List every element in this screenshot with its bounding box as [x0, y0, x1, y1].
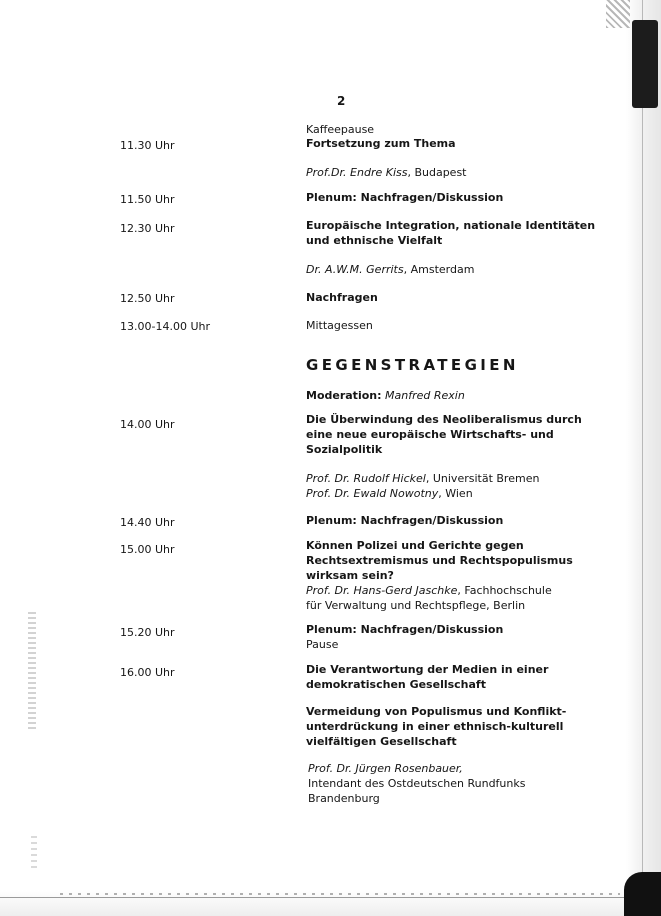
- item-text: Kaffeepause: [306, 123, 375, 136]
- program-item: [306, 190, 606, 205]
- time-label: 11.30 Uhr: [120, 139, 175, 152]
- section-heading: GEGENSTRATEGIEN: [306, 356, 519, 374]
- speaker-name: Prof. Dr. Rudolf Hickel: [306, 472, 426, 485]
- scan-mark-left: [28, 612, 36, 730]
- speaker-block: [308, 761, 608, 806]
- time-label: 16.00 Uhr: [120, 666, 175, 679]
- item-title: Plenum: Nachfragen/Diskussion: [306, 514, 504, 527]
- program-item: [306, 290, 606, 305]
- item-title-line: vielfältigen Gesellschaft: [306, 735, 457, 748]
- item-title: Plenum: Nachfragen/Diskussion: [306, 623, 504, 636]
- speaker-line: [306, 262, 606, 277]
- program-item: [306, 218, 606, 248]
- speaker-name: Prof.Dr. Endre Kiss: [306, 166, 408, 179]
- moderation-line: [306, 388, 606, 403]
- item-title-line: Können Polizei und Gerichte gegen: [306, 539, 524, 552]
- item-title-line: unterdrückung in einer ethnisch-kulturell: [306, 720, 564, 733]
- item-title-line: wirksam sein?: [306, 569, 394, 582]
- scan-noise-bottom: [60, 893, 620, 895]
- speaker-affiliation: , Budapest: [407, 166, 467, 179]
- time-label: 12.30 Uhr: [120, 222, 175, 235]
- program-item: [306, 538, 606, 613]
- scan-edge-line: [642, 0, 643, 916]
- speaker-affiliation: , Wien: [438, 487, 473, 500]
- item-title-line: eine neue europäische Wirtschafts- und: [306, 428, 554, 441]
- scan-edge-right: [626, 0, 661, 916]
- speaker-affiliation-line: Intendant des Ostdeutschen Rundfunks: [308, 777, 526, 790]
- scan-line-bottom: [0, 897, 630, 898]
- speaker-affiliation: , Fachhochschule: [457, 584, 552, 597]
- scan-mark-left-lower: [31, 836, 37, 870]
- speaker-block: [306, 471, 606, 501]
- item-title-line: Sozialpolitik: [306, 443, 383, 456]
- item-title-line: Die Verantwortung der Medien in einer: [306, 663, 549, 676]
- speaker-affiliation-line: Brandenburg: [308, 792, 380, 805]
- item-title: Nachfragen: [306, 291, 378, 304]
- program-item: [306, 318, 606, 333]
- speaker-affiliation: , Amsterdam: [403, 263, 475, 276]
- speaker-name: Prof. Dr. Hans-Gerd Jaschke: [306, 584, 458, 597]
- item-title: Fortsetzung zum Thema: [306, 137, 456, 150]
- program-item: [306, 122, 606, 137]
- time-label: 14.00 Uhr: [120, 418, 175, 431]
- speaker-affiliation: , Universität Bremen: [425, 472, 540, 485]
- time-label: 15.00 Uhr: [120, 543, 175, 556]
- scan-shadow-top: [632, 20, 658, 108]
- time-label: 12.50 Uhr: [120, 292, 175, 305]
- item-note: Pause: [306, 638, 339, 651]
- program-item: [306, 136, 606, 151]
- program-item: [306, 622, 606, 652]
- item-title-line: Vermeidung von Populismus und Konflikt-: [306, 705, 567, 718]
- time-label: 11.50 Uhr: [120, 193, 175, 206]
- speaker-line: [306, 165, 606, 180]
- item-text: Mittagessen: [306, 319, 373, 332]
- item-title-line: demokratischen Gesellschaft: [306, 678, 486, 691]
- time-label: 13.00-14.00 Uhr: [120, 320, 210, 333]
- program-item: [306, 412, 606, 457]
- time-label: 14.40 Uhr: [120, 516, 175, 529]
- item-title-line: Die Überwindung des Neoliberalismus durch: [306, 413, 582, 426]
- program-item: [306, 704, 606, 749]
- program-item: [306, 662, 606, 692]
- item-title-line: Europäische Integration, nationale Identitäten: [306, 219, 596, 232]
- scan-shadow-bottom: [624, 872, 661, 916]
- item-title-line: und ethnische Vielfalt: [306, 234, 443, 247]
- speaker-affiliation-line: für Verwaltung und Rechtspflege, Berlin: [306, 599, 526, 612]
- program-item: [306, 513, 606, 528]
- time-label: 15.20 Uhr: [120, 626, 175, 639]
- item-title-line: Rechtsextremismus und Rechtspopulismus: [306, 554, 573, 567]
- speaker-name: Prof. Dr. Ewald Nowotny: [306, 487, 439, 500]
- item-title: Plenum: Nachfragen/Diskussion: [306, 191, 504, 204]
- moderator-name: Manfred Rexin: [385, 389, 465, 402]
- page-number: 2: [337, 94, 346, 108]
- scan-noise-top: [606, 0, 630, 28]
- speaker-name: Dr. A.W.M. Gerrits: [306, 263, 404, 276]
- moderation-label: Moderation:: [306, 389, 382, 402]
- speaker-name: Prof. Dr. Jürgen Rosenbauer,: [308, 762, 463, 775]
